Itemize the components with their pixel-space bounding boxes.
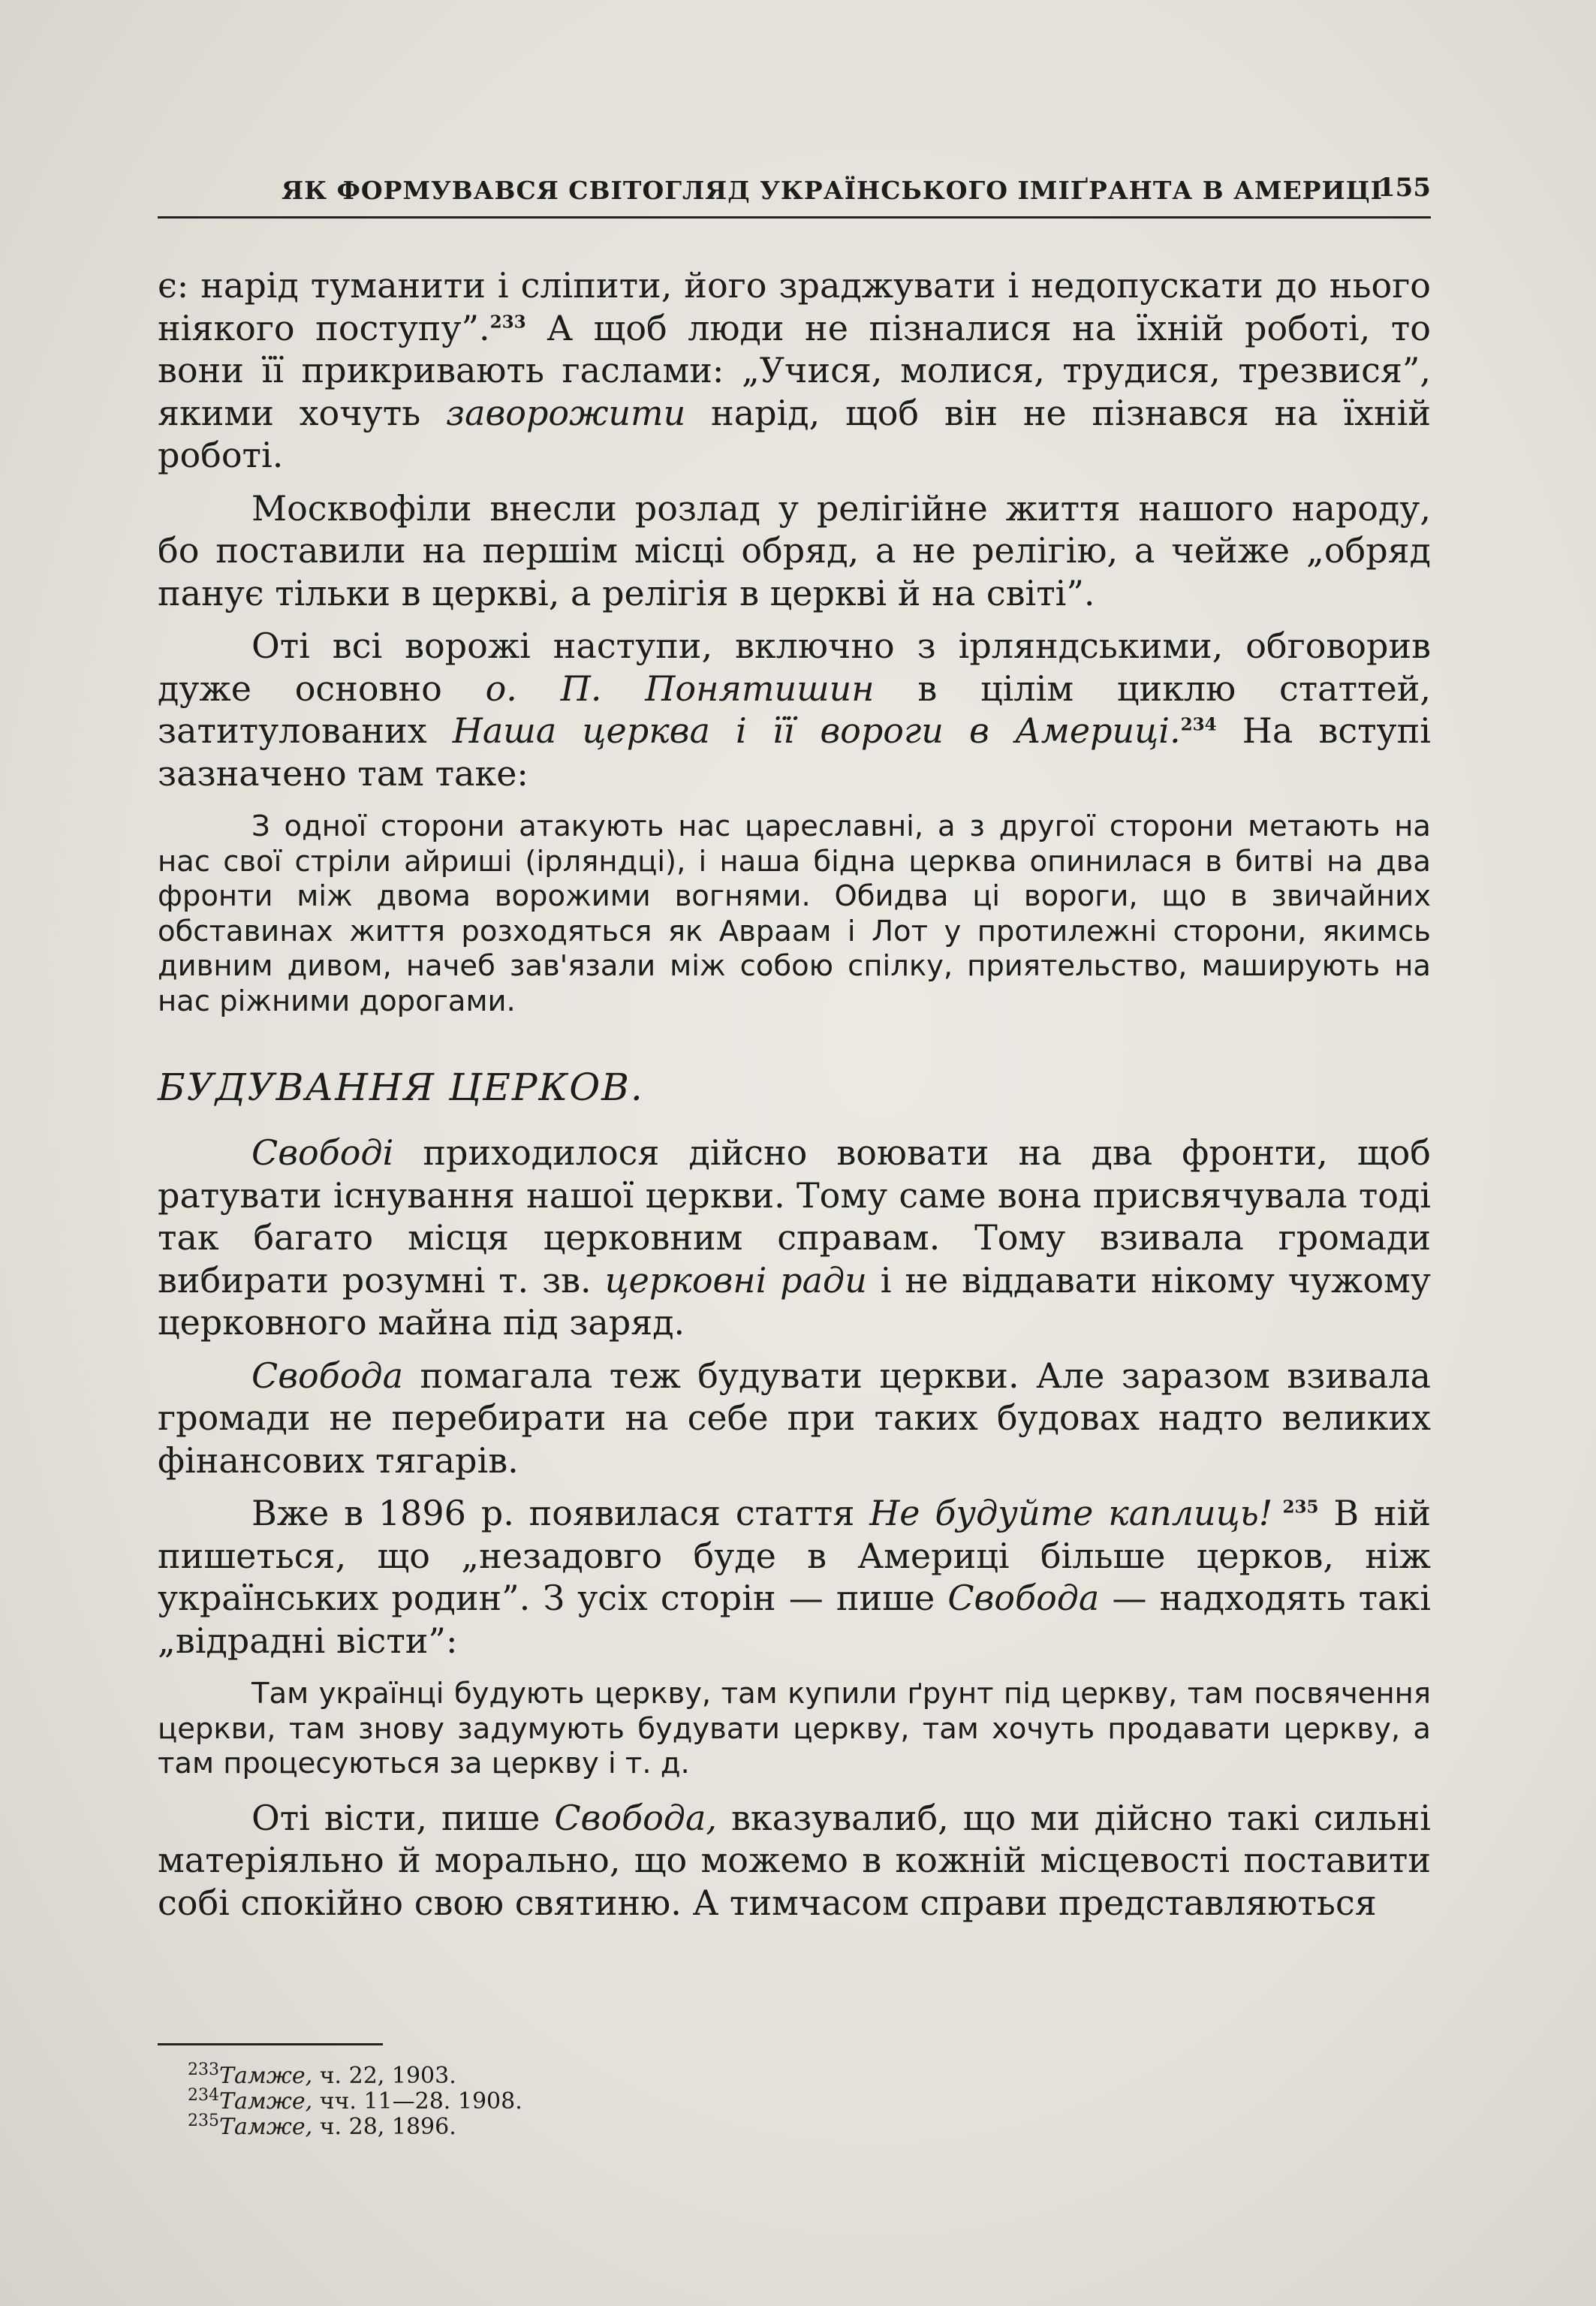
page-body	[158, 264, 1431, 1924]
paragraph-4: Свободі приходилося дійсно воювати на два фронти, щоб ратувати існування нашої церкви. Тому саме вона присвячувала тоді так багато місця церковним справам. Тому взивала громади вибирати розумні т. зв. церковні ради і не віддавати нікому чужому церковного майна під заряд.	[158, 1132, 1431, 1343]
block-quote-1: З одної сторони атакують нас цареславні, а з другої сторони метають на нас свої стріли айриші (ірляндці), і наша бідна церква опинилася в битві на два фронти між двома ворожими вогнями. Обидва ці вороги, що в звичайних обставинах життя розходяться як Авраам і Лот у протилежні сторони, якимсь дивним дивом, начеб зав'язали між собою спілку, приятельство, маширують на нас ріжними дорогами.	[158, 809, 1431, 1018]
paragraph-1: є: нарід туманити і сліпити, його зраджувати і недопускати до нього ніякого поступу”.$^{233}$ А щоб люди не пізналися на їхній роботі, то вони її прикривають гаслами: „Учися, молися, трудися, трезвися”, якими хочуть заворожити нарід, щоб він не пізнався на їхній роботі.	[158, 265, 1432, 475]
paragraph-3: Оті всі ворожі наступи, включно з ірляндськими, обговорив дуже основно о. П. Понятишин в цілім циклю статтей, затитулованих Наша церква і її вороги в Америці.$^{234}$ На вступі зазначено там таке:	[158, 625, 1432, 794]
footnote-235: $^{235}$Тамже, ч. 28, 1896.	[188, 2112, 456, 2140]
paragraph-5: Свобода помагала теж будувати церкви. Але заразом взивала громади не перебирати на себе при таких будовах надто великих фінансових тягарів.	[158, 1355, 1431, 1481]
page-header	[158, 170, 1431, 219]
page-number: 155	[1378, 173, 1431, 203]
block-quote-2: Там українці будують церкву, там купили ґрунт під церкву, там посвячення церкви, там знову задумують будувати церкву, там хочуть продавати церкву, а там процесуються за церкву і т. д.	[158, 1677, 1431, 1780]
footnote-234: $^{234}$Тамже, чч. 11—28. 1908.	[188, 2086, 522, 2115]
footnotes	[188, 2060, 522, 2140]
running-title: ЯК ФОРМУВАВСЯ СВІТОГЛЯД УКРАЇНСЬКОГО ІМІҐРАНТА В АМЕРИЦІ	[282, 176, 1384, 205]
footnote-ref-234[interactable]: 234	[1180, 714, 1217, 735]
footnote-ref-235[interactable]: 235	[1272, 1497, 1319, 1518]
footnote-rule	[158, 2043, 383, 2045]
section-heading: БУДУВАННЯ ЦЕРКОВ.	[158, 1066, 644, 1109]
footnote-ref-233[interactable]: 233	[489, 312, 526, 333]
footnote-233: $^{233}$Тамже, ч. 22, 1903.	[188, 2060, 456, 2089]
paragraph-7: Оті вісти, пише Свобода, вказувалиб, що ми дійсно такі сильні матеріяльно й морально, що можемо в кожній місцевості поставити собі спокійно свою святиню. А тимчасом справи представляються	[158, 1797, 1431, 1923]
paragraph-2: Москвофіли внесли розлад у релігійне життя нашого народу, бо поставили на першім місці обряд, а не релігію, а чейже „обряд панує тільки в церкві, а релігія в церкві й на світі”.	[158, 487, 1431, 613]
paragraph-6: Вже в 1896 р. появилася стаття Не будуйте каплиць! $^{235}$ В ній пишеться, що „незадовго буде в Америці більше церков, ніж українських родин”. З усіх сторін — пише Свобода — надходять такі „відрадні вісти”:	[158, 1493, 1431, 1661]
